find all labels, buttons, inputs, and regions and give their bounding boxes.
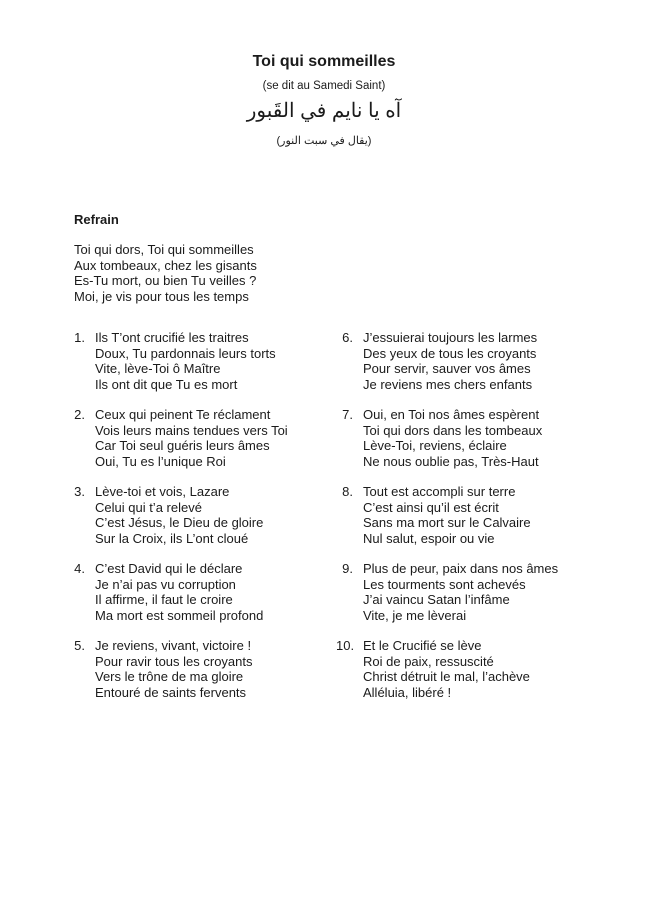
verse-line: Christ détruit le mal, l’achève xyxy=(363,669,530,684)
verses-column-left xyxy=(68,330,336,715)
verse-number: 7. xyxy=(342,407,353,422)
refrain-line: Aux tombeaux, chez les gisants xyxy=(74,257,257,273)
verse-line: C’est David qui le déclare xyxy=(95,561,243,576)
verse-line: Entouré de saints fervents xyxy=(95,684,247,700)
verse-line: Des yeux de tous les croyants xyxy=(363,345,537,361)
song-title: Toi qui sommeilles xyxy=(252,53,396,70)
verse-line: Car Toi seul guéris leurs âmes xyxy=(95,438,270,453)
song-subtitle: (se dit au Samedi Saint) xyxy=(262,80,386,92)
verse-lines xyxy=(363,330,537,392)
verse-6 xyxy=(336,330,604,392)
verse-line: Lève-toi et vois, Lazare xyxy=(95,484,230,499)
verse-number: 9. xyxy=(342,561,353,576)
verse-line: Ma mort est sommeil profond xyxy=(95,607,264,623)
verse-line: Lève-Toi, reviens, éclaire xyxy=(363,438,507,453)
verse-line: Doux, Tu pardonnais leurs torts xyxy=(95,345,276,361)
refrain-line: Moi, je vis pour tous les temps xyxy=(74,288,249,304)
verse-number: 3. xyxy=(74,484,85,499)
verse-line: Sur la Croix, ils L’ont cloué xyxy=(95,530,249,546)
verse-line: Vite, je me lèverai xyxy=(363,607,467,623)
verse-number: 1. xyxy=(74,330,85,345)
verse-number: 4. xyxy=(74,561,85,576)
refrain-line: Toi qui dors, Toi qui sommeilles xyxy=(74,242,254,257)
verse-number: 8. xyxy=(342,484,353,499)
verse-number: 5. xyxy=(74,638,85,653)
verse-line: Ils T’ont crucifié les traitres xyxy=(95,330,249,345)
verse-lines xyxy=(363,484,531,546)
refrain-stanza xyxy=(74,242,257,304)
verse-line: Vois leurs mains tendues vers Toi xyxy=(95,422,288,438)
verses-column-right xyxy=(336,330,604,715)
verse-line: Ils ont dit que Tu es mort xyxy=(95,376,238,392)
verse-line: Plus de peur, paix dans nos âmes xyxy=(363,561,559,576)
verse-line: Vite, lève-Toi ô Maître xyxy=(95,361,221,376)
refrain-line: Es-Tu mort, ou bien Tu veilles ? xyxy=(74,273,257,288)
verse-9 xyxy=(336,561,604,623)
verse-3 xyxy=(68,484,336,546)
verse-line: Sans ma mort sur le Calvaire xyxy=(363,515,531,530)
song-subtitle-arabic: (يقال في سبت النور) xyxy=(276,135,372,147)
verse-line: Il affirme, il faut le croire xyxy=(95,592,233,607)
verse-line: J’essuierai toujours les larmes xyxy=(363,330,538,345)
verse-lines xyxy=(95,484,263,546)
song-title-arabic: آه يا نايم في القَبور xyxy=(246,100,402,122)
verse-line: Tout est accompli sur terre xyxy=(363,484,516,499)
verse-line: Alléluia, libéré ! xyxy=(363,684,452,700)
verse-line: Roi de paix, ressuscité xyxy=(363,653,494,669)
verse-line: Vers le trône de ma gloire xyxy=(95,669,244,684)
verse-line: Ne nous oublie pas, Très-Haut xyxy=(363,453,539,469)
verse-line: Je reviens, vivant, victoire ! xyxy=(95,638,252,653)
verse-1 xyxy=(68,330,336,392)
verse-line: C’est ainsi qu’il est écrit xyxy=(363,499,499,515)
refrain-heading: Refrain xyxy=(74,212,119,227)
verse-5 xyxy=(68,638,336,700)
verse-number: 2. xyxy=(74,407,85,422)
verse-2 xyxy=(68,407,336,469)
verse-number: 10. xyxy=(336,638,355,653)
verse-line: Ceux qui peinent Te réclament xyxy=(95,407,271,422)
verse-number: 6. xyxy=(342,330,353,345)
verse-line: Et le Crucifié se lève xyxy=(363,638,482,653)
verse-line: J’ai vaincu Satan l’infâme xyxy=(363,592,510,607)
verse-line: Les tourments sont achevés xyxy=(363,576,526,592)
verse-line: Nul salut, espoir ou vie xyxy=(363,530,495,546)
verse-lines xyxy=(363,407,542,469)
verse-lines xyxy=(95,407,288,469)
verse-4 xyxy=(68,561,336,623)
verse-7 xyxy=(336,407,604,469)
verse-line: Pour ravir tous les croyants xyxy=(95,653,253,669)
verse-line: Toi qui dors dans les tombeaux xyxy=(363,422,543,438)
verse-8 xyxy=(336,484,604,546)
verse-line: Oui, Tu es l’unique Roi xyxy=(95,453,226,469)
verse-line: Pour servir, sauver vos âmes xyxy=(363,361,531,376)
verse-line: Je reviens mes chers enfants xyxy=(363,376,533,392)
verse-line: C’est Jésus, le Dieu de gloire xyxy=(95,515,264,530)
verse-lines xyxy=(95,561,263,623)
verses-section xyxy=(0,330,604,715)
verse-10 xyxy=(336,638,604,700)
verse-lines xyxy=(95,330,276,392)
verse-line: Celui qui t’a relevé xyxy=(95,499,202,515)
verse-line: Je n’ai pas vu corruption xyxy=(95,576,236,592)
verse-lines xyxy=(363,638,530,700)
verse-line: Oui, en Toi nos âmes espèrent xyxy=(363,407,540,422)
verse-lines xyxy=(363,561,558,623)
verse-lines xyxy=(95,638,253,700)
